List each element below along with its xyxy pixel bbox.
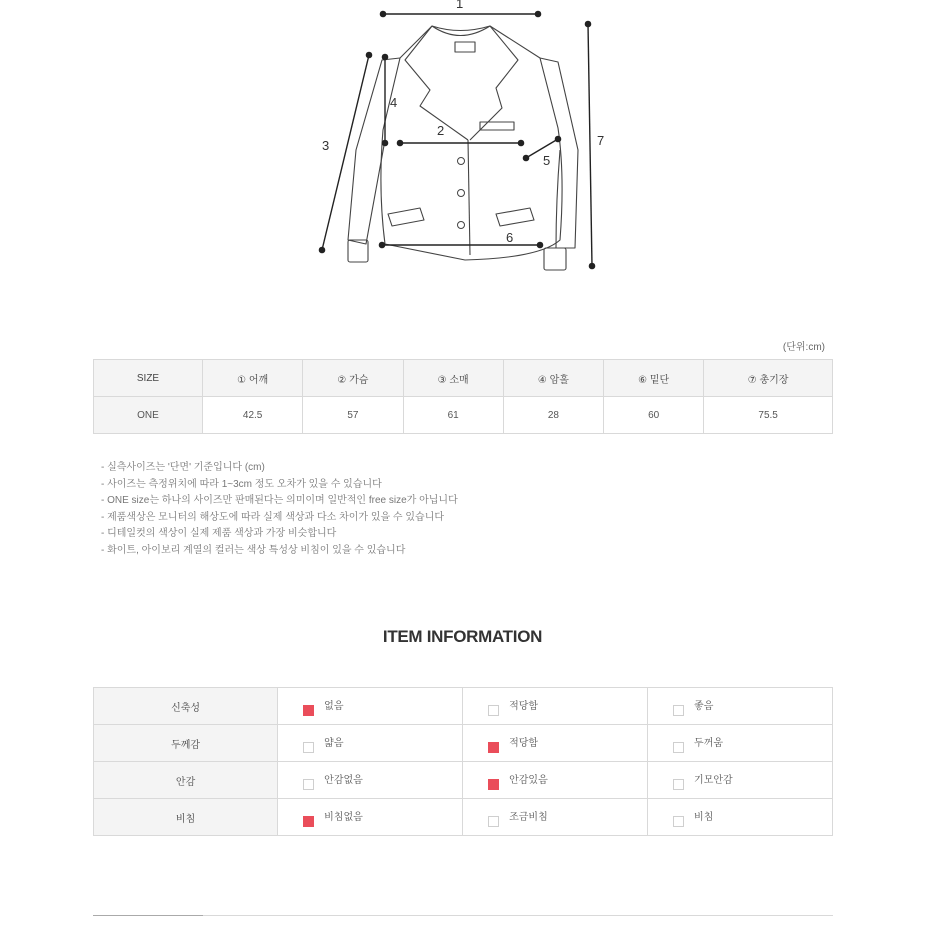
size-notes <box>101 460 458 560</box>
checkbox-icon <box>488 779 499 790</box>
option-cell <box>278 762 463 799</box>
option-label: 비침없음 <box>324 811 363 823</box>
checkbox-icon <box>303 742 314 753</box>
unit-label: (단위:cm) <box>782 342 825 353</box>
option-label: 두꺼움 <box>694 737 724 749</box>
checkbox-icon <box>303 705 314 716</box>
item-information-title: ITEM INFORMATION <box>382 627 543 646</box>
total-length-header: ⑦ 총기장 <box>704 360 833 397</box>
option-cell <box>463 799 648 836</box>
measurement-label-4: 4 <box>390 95 398 110</box>
table-row <box>94 397 833 434</box>
option-label: 비침 <box>694 811 714 823</box>
jacket-measurement-diagram <box>0 0 925 300</box>
size-table <box>93 359 833 434</box>
note-item: - 디테일컷의 색상이 실제 제품 색상과 가장 비슷합니다 <box>101 528 337 540</box>
measurement-lines <box>319 11 594 268</box>
measurement-label-6: 6 <box>506 230 514 245</box>
option-label: 조금비침 <box>509 811 548 823</box>
checkbox-icon <box>488 742 499 753</box>
option-label: 기모안감 <box>694 774 733 786</box>
option-cell <box>278 799 463 836</box>
checkbox-icon <box>488 816 499 827</box>
armhole-header: ④ 암홀 <box>503 360 603 397</box>
option-cell <box>278 688 463 725</box>
jacket-buttons <box>458 158 465 229</box>
option-label: 적당함 <box>509 700 539 712</box>
size-header: SIZE <box>94 360 203 397</box>
chest-cell: 57 <box>303 397 403 434</box>
option-label: 안감없음 <box>324 774 363 786</box>
table-row <box>94 762 833 799</box>
option-label: 얇음 <box>324 737 344 749</box>
option-cell <box>648 725 833 762</box>
option-label: 없음 <box>324 700 344 712</box>
item-information-table <box>93 687 833 836</box>
table-row <box>94 799 833 836</box>
note-item: - 제품색상은 모니터의 해상도에 따라 실제 색상과 다소 차이가 있을 수 있습니다 <box>101 511 445 523</box>
note-item: - 사이즈는 측정위치에 따라 1~3cm 정도 오차가 있을 수 있습니다 <box>101 478 382 490</box>
armhole-cell: 28 <box>503 397 603 434</box>
note-item: - ONE size는 하나의 사이즈만 판매된다는 의미이며 일반적인 free size가 아닙니다 <box>101 495 458 507</box>
checkbox-icon <box>303 816 314 827</box>
table-row <box>94 688 833 725</box>
table-row <box>94 725 833 762</box>
option-label: 좋음 <box>694 700 714 712</box>
option-cell <box>463 688 648 725</box>
option-label: 안감있음 <box>509 774 548 786</box>
option-label: 적당함 <box>509 737 539 749</box>
thickness-label: 두께감 <box>94 725 278 762</box>
stretch-label: 신축성 <box>94 688 278 725</box>
size-cell: ONE <box>94 397 203 434</box>
measurement-label-1: 1 <box>456 0 464 11</box>
checkbox-icon <box>673 705 684 716</box>
size-table-header-row <box>94 360 833 397</box>
lining-label: 안감 <box>94 762 278 799</box>
option-cell <box>648 762 833 799</box>
checkbox-icon <box>303 779 314 790</box>
hem-cell: 60 <box>604 397 704 434</box>
checkbox-icon <box>673 779 684 790</box>
chest-header: ② 가슴 <box>303 360 403 397</box>
checkbox-icon <box>488 705 499 716</box>
measurement-label-5: 5 <box>543 153 551 168</box>
shoulder-cell: 42.5 <box>203 397 303 434</box>
sleeve-cell: 61 <box>403 397 503 434</box>
shoulder-header: ① 어깨 <box>203 360 303 397</box>
option-cell <box>463 725 648 762</box>
checkbox-icon <box>673 816 684 827</box>
note-item: - 실측사이즈는 '단면' 기준입니다 (cm) <box>101 462 265 473</box>
measurement-label-7: 7 <box>597 133 605 148</box>
measurement-label-2: 2 <box>437 123 445 138</box>
total-length-cell: 75.5 <box>704 397 833 434</box>
checkbox-icon <box>673 742 684 753</box>
divider-accent <box>93 915 203 916</box>
option-cell <box>648 799 833 836</box>
sleeve-header: ③ 소매 <box>403 360 503 397</box>
measurement-label-3: 3 <box>322 138 330 153</box>
note-item: - 화이트, 아이보리 계열의 컬러는 색상 특성상 비침이 있을 수 있습니다 <box>101 544 406 556</box>
option-cell <box>463 762 648 799</box>
hem-header: ⑥ 밑단 <box>604 360 704 397</box>
divider <box>93 915 833 916</box>
option-cell <box>648 688 833 725</box>
sheerness-label: 비침 <box>94 799 278 836</box>
option-cell <box>278 725 463 762</box>
